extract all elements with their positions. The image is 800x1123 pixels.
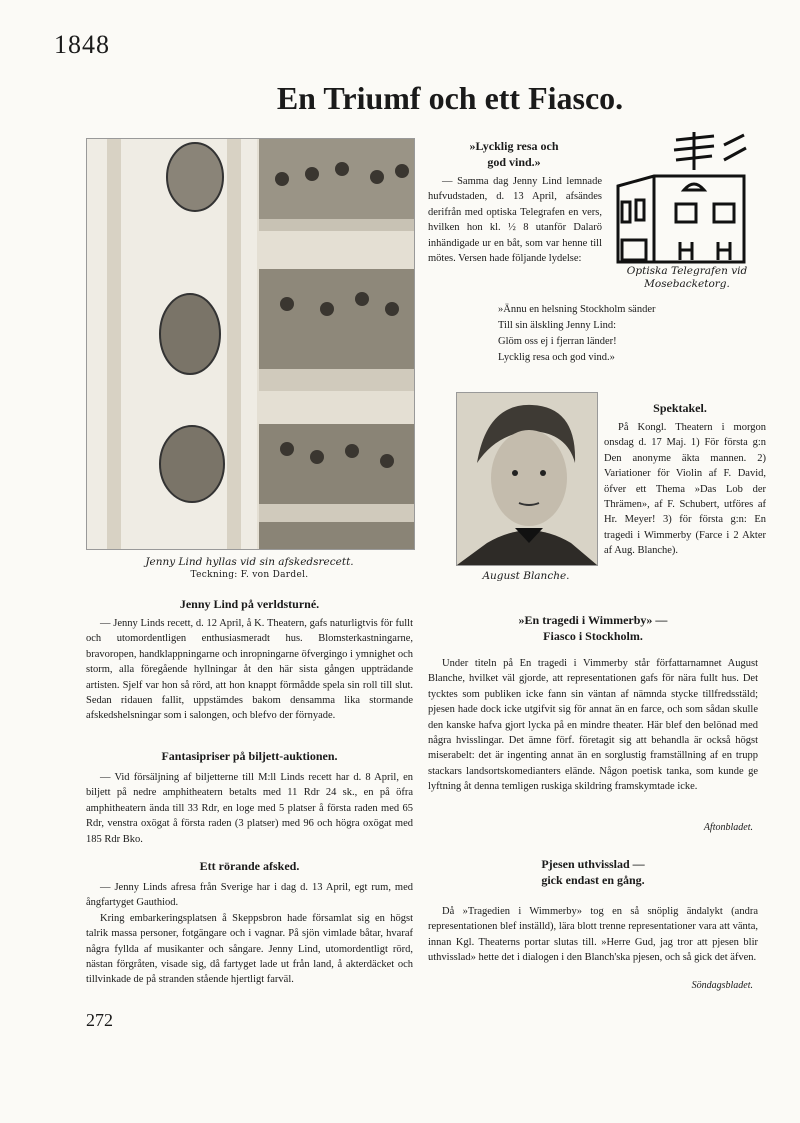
- article3-body: [86, 880, 413, 988]
- telegraph-drawing: [614, 130, 754, 270]
- poem-line: Till sin älskling Jenny Lind:: [498, 320, 617, 331]
- article4-heading-line1: »Lycklig resa och: [469, 139, 559, 153]
- article1-heading: Jenny Lind på verldsturné.: [179, 597, 320, 611]
- article2-body: [86, 770, 413, 847]
- article6-heading-line1: »En tragedi i Wimmerby» —: [518, 613, 668, 627]
- article6-source: Aftonbladet.: [703, 822, 753, 833]
- article3-heading: Ett rörande afsked.: [199, 859, 300, 873]
- article5-heading: Spektakel.: [653, 401, 707, 415]
- article1-text: — Jenny Linds recett, d. 12 April, å K. Theatern, gafs naturligtvis för fullt och utomordentligen enthusiasmeradt hus. Blomsterkastningarne, bravoropen, handklappningarne och inropningarne öfvergingo i ymnighet och storm, alla föregående hyllningar åt den här sista gången uppträdande artisten. Sjelf var hon så rörd, att hon knappt förmådde spela sin roll till slut. Sedan ridauen fallit, uppstämdes bakom densamma lika stormande afskedshelsningar som i salongen, och blefvo der förnyade.: [86, 618, 413, 722]
- article3-paragraph: Kring embarkeringsplatsen å Skeppsbron hade församlat sig en högst talrik massa personer, fotgängare och i vagnar. På sjön vimlade båtar, hvaraf några fyllda af musikanter och sångare. Jenny Lind, utomordentligt rörd, nästan förgråten, visade sig, då fartyget lade ut från land, å akterdäcket och tillvinkade de på stranden stående hjertligt farväl.: [86, 912, 413, 986]
- article7-source: Söndagsbladet.: [691, 980, 753, 991]
- article7-heading-line1: Pjesen uthvisslad —: [541, 857, 645, 871]
- telegraph-poem: [498, 302, 748, 366]
- page-year: 1848: [54, 30, 110, 59]
- article7-heading: [428, 856, 758, 888]
- article6-heading: [428, 612, 758, 644]
- article3-paragraph: — Jenny Linds afresa från Sverige har i dag d. 13 April, egt rum, med ångfartyget Gauthiod.: [86, 882, 413, 909]
- article5-body: [604, 420, 766, 559]
- article6-heading-line2: Fiasco i Stockholm.: [543, 629, 643, 643]
- article2-heading: Fantasipriser på biljett-auktionen.: [161, 749, 338, 763]
- blanche-portrait: [456, 392, 598, 566]
- portrait-caption: August Blanche.: [482, 570, 570, 582]
- article4-text: — Samma dag Jenny Lind lemnade hufvudstaden, d. 13 April, afsändes derifrån med optiska Telegrafen en vers, hvilken hon kl. ½ 8 utanför Dalarö inhändigade ur en båt, som var henne till mötes. Versen hade följande lydelse:: [428, 176, 602, 265]
- poem-line: Lycklig resa och god vind.»: [498, 352, 615, 363]
- theatre-credit: Teckning: F. von Dardel.: [190, 570, 309, 580]
- theatre-illustration: [86, 138, 415, 550]
- poem-line: Glöm oss ej i fjerran länder!: [498, 336, 617, 347]
- article4-heading-line2: god vind.»: [487, 155, 541, 169]
- article4-body: [428, 174, 602, 266]
- page-number: 272: [86, 1010, 113, 1030]
- article6-body: [428, 656, 758, 795]
- article4-heading: [428, 138, 600, 170]
- telegraph-caption-line1: Optiska Telegrafen vid: [626, 265, 748, 277]
- theatre-caption: [86, 556, 413, 582]
- article7-heading-line2: gick endast en gång.: [541, 873, 645, 887]
- article6-text: Under titeln på En tragedi i Vimmerby står författarnamnet August Blanche, hvilket väl gjorde, att representationen gafs för nära fullt hus. Det tycktes som publiken icke fann sin väntan af nämnda stycke tillfredsstäld; pjesen hade dock icke utgifvit sig för annat än en farce, och som sådan skulle den kanske hafva gjort lycka på en mindre theater. Här blef den belönad med några hvisslingar. Det ämne förf. företagit sig att behandla är också högst miserabelt: det är ingenting annat än en sorglustig framställning af en trupp stackars landsortskomedianters elände. Någon poetisk tanka, som kunde ge lyftning åt denna temligen ruskiga skildring framskymtade icke.: [428, 658, 758, 793]
- theatre-drawing: [87, 139, 414, 549]
- article2-text: — Vid försäljning af biljetterne till M:ll Linds recett har d. 8 April, en biljett på nedre amphitheatern betalts med 11 Rdr 24 sk., en på öfra amphitheatern ända till 33 Rdr, en loge med 5 platser å första raden med 65 Rdr, venstra oxögat å första raden (3 platser) med 96 och högra oxögat med 185 Rdr Bko.: [86, 772, 413, 845]
- telegraph-caption: [612, 265, 762, 291]
- poem-line: »Ännu en helsning Stockholm sänder: [498, 304, 656, 315]
- article5-text: På Kongl. Theatern i morgon onsdag d. 17 Maj. 1) För första g:n Den anonyme äkta mannen. 2) Variationer för Violin af F. David, öfver ett Thema »Das Lob der Thrämen», af F. Schubert, utföres af Hr. Meyer! 3) för första g:n: En tragedi i Wimmerby (Farce i 2 Akter af Aug. Blanche).: [604, 422, 766, 557]
- article7-text: Då »Tragedien i Wimmerby» tog en så snöplig ändalykt (andra representationen blef inställd), lära blott trenne representationer vara att vänta, innan Kgl. Theaterns portar slutas till. »Herre Gud, jag tror att pjesen blir uthvisslad» hette det i dialogen i den Blanch'ska pjesen, och så gick det äfven.: [428, 906, 758, 964]
- page-title: En Triumf och ett Fiasco.: [276, 80, 624, 116]
- portrait-drawing: [457, 393, 597, 565]
- article7-body: [428, 904, 758, 966]
- article1-body: [86, 616, 413, 724]
- theatre-caption-text: Jenny Lind hyllas vid sin afskedsrecett.: [145, 556, 354, 568]
- telegraph-caption-line2: Mosebacketorg.: [644, 278, 730, 290]
- telegraph-illustration: [614, 130, 754, 270]
